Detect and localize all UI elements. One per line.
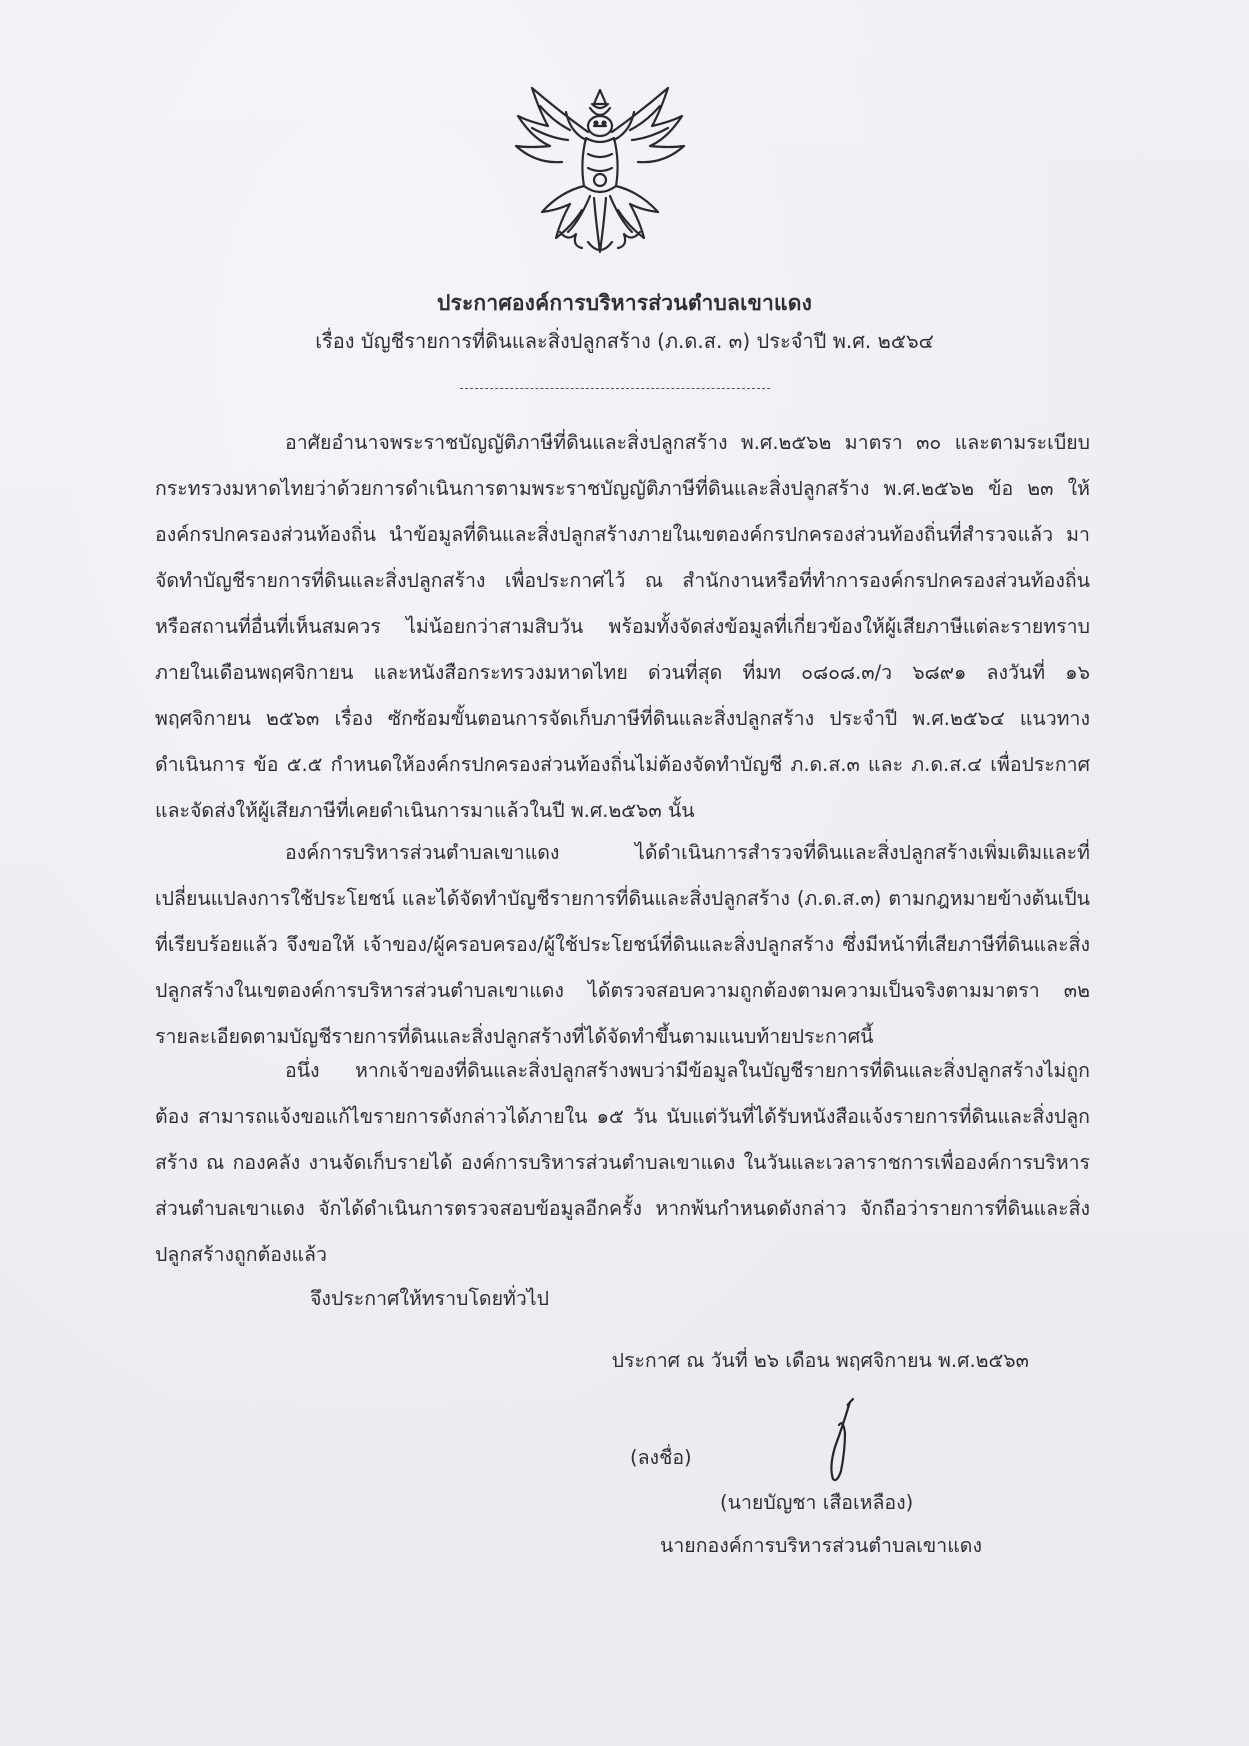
garuda-emblem-icon [510, 82, 690, 262]
announcement-date: ประกาศ ณ วันที่ ๒๖ เดือน พฤศจิกายน พ.ศ.๒๕๖๓ [611, 1349, 1029, 1372]
body-paragraph-1: อาศัยอำนาจพระราชบัญญัติภาษีที่ดินและสิ่งปลูกสร้าง พ.ศ.๒๕๖๒ มาตรา ๓๐ และตามระเบียบกระทรวงมหาดไทยว่าด้วยการดำเนินการตามพระราชบัญญัติภาษีที่ดินและสิ่งปลูกสร้าง พ.ศ.๒๕๖๒ ข้อ ๒๓ ให้องค์กรปกครองส่วนท้องถิ่น นำข้อมูลที่ดินและสิ่งปลูกสร้างภายในเขตองค์กรปกครองส่วนท้องถิ่นที่สำรวจแล้ว มาจัดทำบัญชีรายการที่ดินและสิ่งปลูกสร้าง เพื่อประกาศไว้ ณ สำนักงานหรือที่ทำการองค์กรปกครองส่วนท้องถิ่น หรือสถานที่อื่นที่เห็นสมควร ไม่น้อยกว่าสามสิบวัน พร้อมทั้งจัดส่งข้อมูลที่เกี่ยวข้องให้ผู้เสียภาษีแต่ละรายทราบภายในเดือนพฤศจิกายน และหนังสือกระทรวงมหาดไทย ด่วนที่สุด ที่มท ๐๘๐๘.๓/ว ๖๘๙๑ ลงวันที่ ๑๖ พฤศจิกายน ๒๕๖๓ เรื่อง ซักซ้อมขั้นตอนการจัดเก็บภาษีที่ดินและสิ่งปลูกสร้าง ประจำปี พ.ศ.๒๕๖๔ แนวทางดำเนินการ ข้อ ๕.๕ กำหนดให้องค์กรปกครองส่วนท้องถิ่นไม่ต้องจัดทำบัญชี ภ.ด.ส.๓ และ ภ.ด.ส.๔ เพื่อประกาศและจัดส่งให้ผู้เสียภาษีที่เคยดำเนินการมาแล้วในปี พ.ศ.๒๕๖๓ นั้น [155, 431, 1090, 822]
body-paragraph-3: อนึ่ง หากเจ้าของที่ดินและสิ่งปลูกสร้างพบว่ามีข้อมูลในบัญชีรายการที่ดินและสิ่งปลูกสร้างไม่ถูกต้อง สามารถแจ้งขอแก้ไขรายการดังกล่าวได้ภายใน ๑๕ วัน นับแต่วันที่ได้รับหนังสือแจ้งรายการที่ดินและสิ่งปลูกสร้าง ณ กองคลัง งานจัดเก็บรายได้ องค์การบริหารส่วนตำบลเขาแดง ในวันและเวลาราชการเพื่อองค์การบริหารส่วนตำบลเขาแดง จักได้ดำเนินการตรวจสอบข้อมูลอีกครั้ง หากพ้นกำหนดดังกล่าว จักถือว่ารายการที่ดินและสิ่งปลูกสร้างถูกต้องแล้ว [155, 1059, 1090, 1266]
announcement-subject: เรื่อง บัญชีรายการที่ดินและสิ่งปลูกสร้าง (ภ.ด.ส. ๓) ประจำปี พ.ศ. ๒๕๖๔ [315, 329, 934, 353]
closing-statement: จึงประกาศให้ทราบโดยทั่วไป [310, 1287, 549, 1310]
signer-name: (นายบัญชา เสือเหลือง) [720, 1491, 914, 1514]
signer-title: นายกองค์การบริหารส่วนตำบลเขาแดง [660, 1534, 982, 1557]
announcement-title: ประกาศองค์การบริหารส่วนตำบลเขาแดง [436, 291, 813, 315]
body-paragraph-2: องค์การบริหารส่วนตำบลเขาแดง ได้ดำเนินการสำรวจที่ดินและสิ่งปลูกสร้างเพิ่มเติมและที่เปลี่ยนแปลงการใช้ประโยชน์ และได้จัดทำบัญชีรายการที่ดินและสิ่งปลูกสร้าง (ภ.ด.ส.๓) ตามกฎหมายข้างต้นเป็นที่เรียบร้อยแล้ว จึงขอให้ เจ้าของ/ผู้ครอบครอง/ผู้ใช้ประโยชน์ที่ดินและสิ่งปลูกสร้าง ซึ่งมีหน้าที่เสียภาษีที่ดินและสิ่งปลูกสร้างในเขตองค์การบริหารส่วนตำบลเขาแดง ได้ตรวจสอบความถูกต้องตามความเป็นจริงตามมาตรา ๓๒ รายละเอียดตามบัญชีรายการที่ดินและสิ่งปลูกสร้างที่ได้จัดทำขึ้นตามแนบท้ายประกาศนี้ [155, 841, 1090, 1048]
handwritten-signature [815, 1395, 865, 1485]
signature-label: (ลงชื่อ) [630, 1446, 692, 1469]
divider [460, 388, 770, 389]
